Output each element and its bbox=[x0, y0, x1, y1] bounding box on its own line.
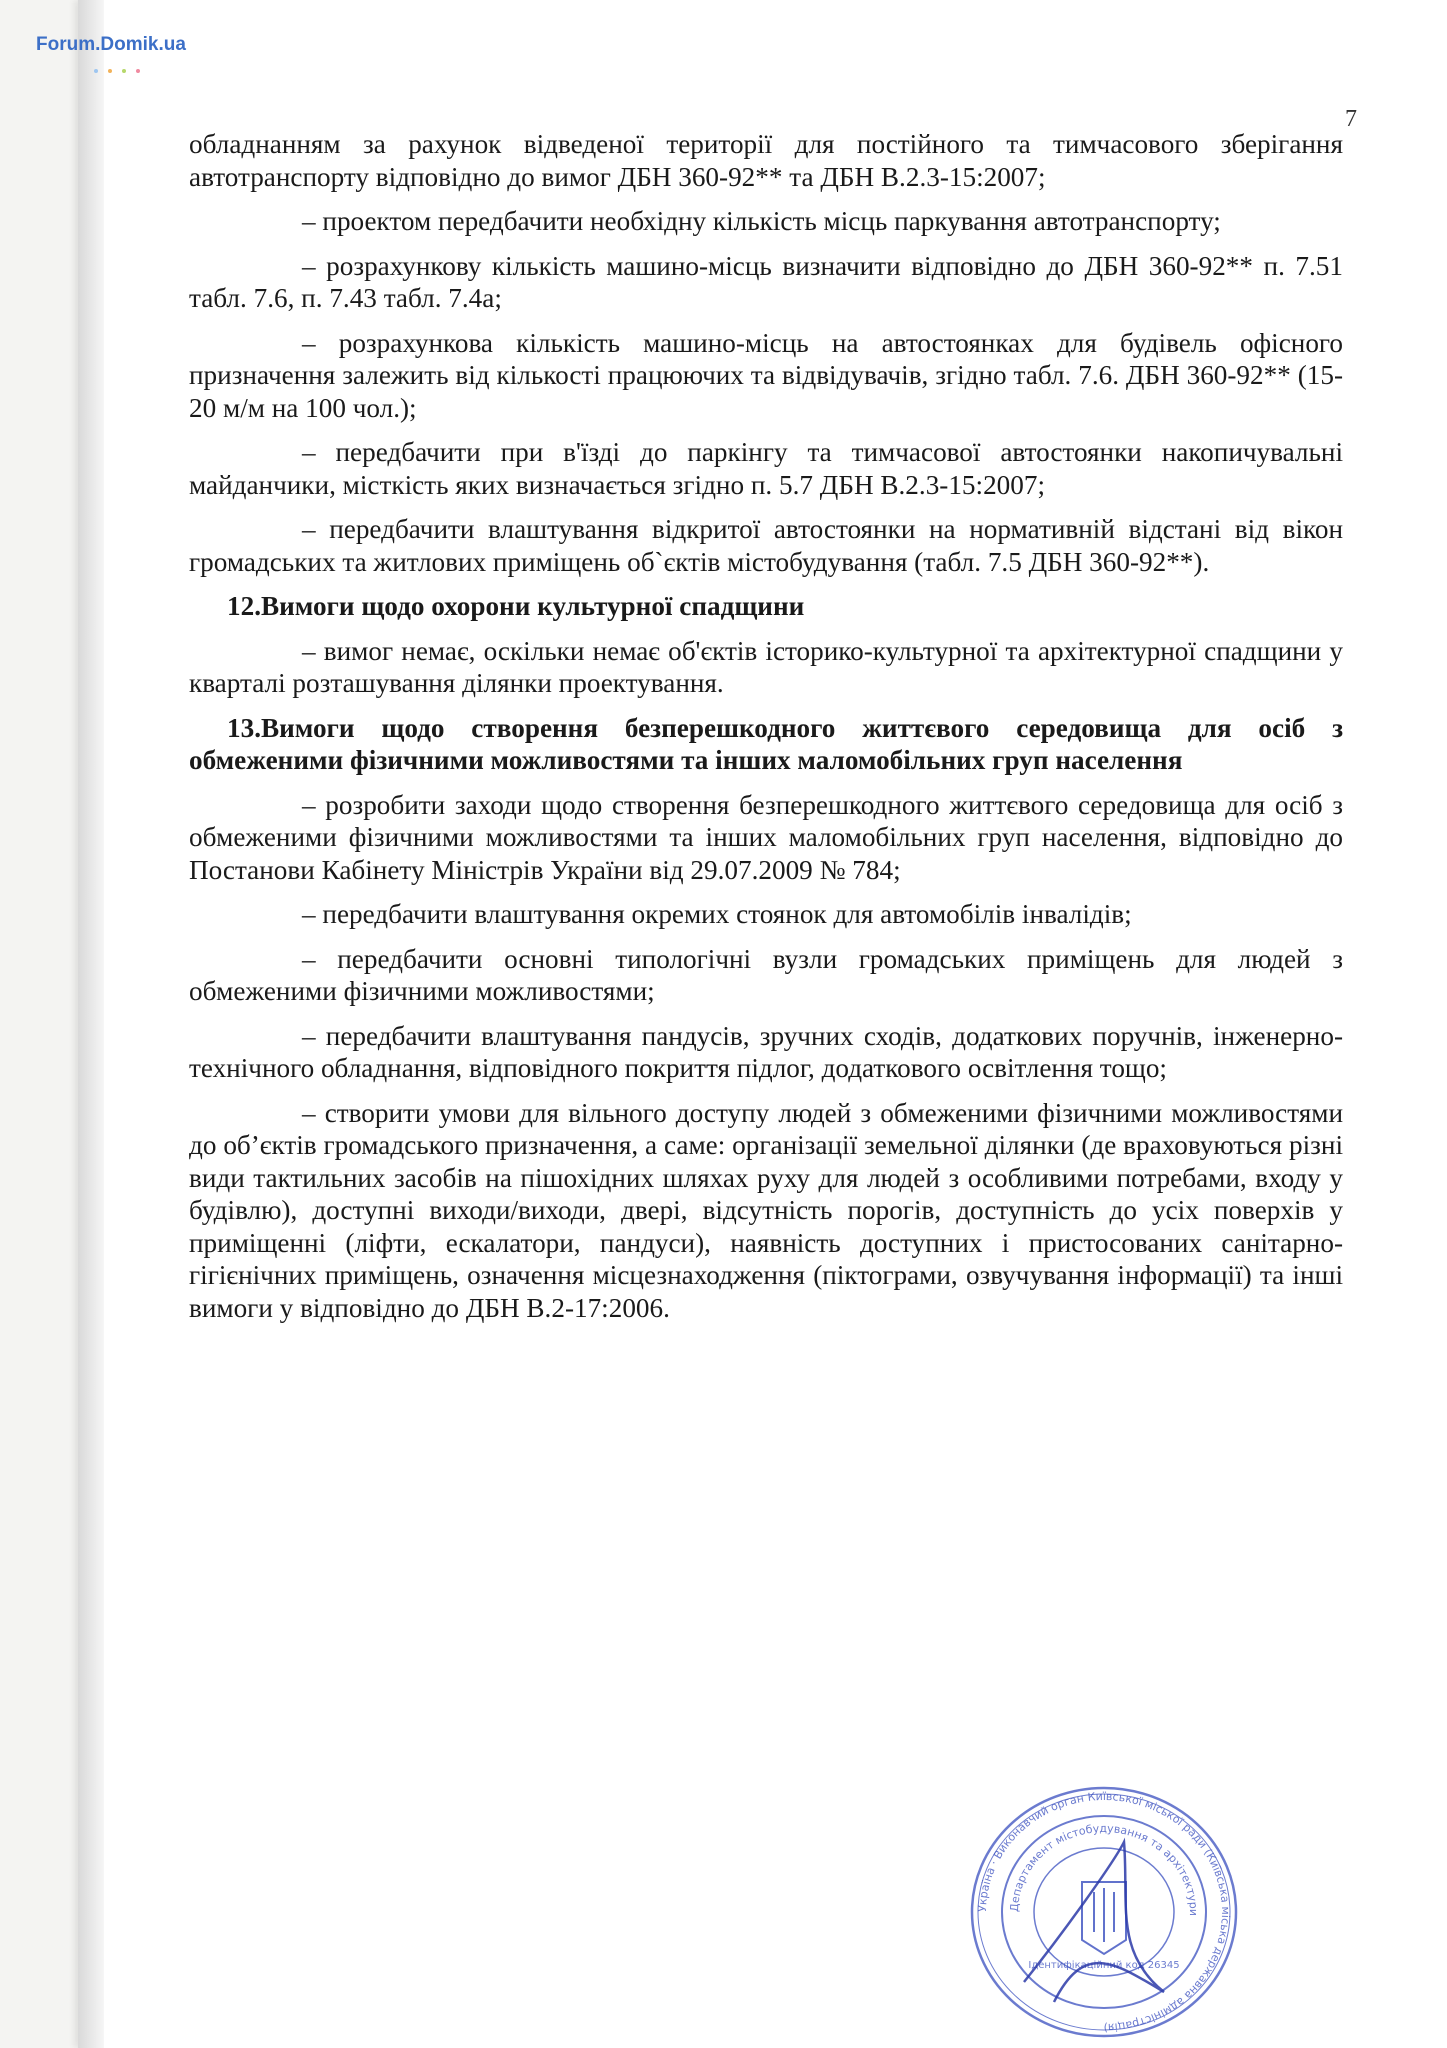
stamp-seal-icon bbox=[964, 1782, 1244, 2042]
list-item: – розрахункова кількість машино-місць на автостоянках для будівель офісного призначення залежить від кількості працюючих та відвідувачів, згідно табл. 7.6. ДБН 360-92** (15-20 м/м на 100 чол.); bbox=[189, 327, 1343, 423]
watermark-dot bbox=[122, 69, 126, 73]
paragraph: обладнанням за рахунок відведеної території для постійного та тимчасового зберігання автотранспорту відповідно до вимог ДБН 360-92** та ДБН В.2.3-15:2007; bbox=[189, 129, 1343, 192]
list-item: – створити умови для вільного доступу людей з обмеженими фізичними можливостями до об’єктів громадського призначення, а саме: організації земельної ділянки (де враховуються різні види тактильних засобів на пішохідних шляхах руху для людей з особливими потребами, входу у будівлю), доступні виходи/виходи, двері, відсутність порогів, доступність до усіх поверхів у приміщенні (ліфти, ескалатори, пандуси), наявність доступних і пристосованих санітарно-гігієнічних приміщень, означення місцезнаходження (піктограми, озвучування інформації) та інші вимоги у відповідно до ДБН В.2-17:2006. bbox=[189, 1097, 1343, 1323]
list-item: – вимог немає, оскільки немає об'єктів історико-культурної та архітектурної спадщини у кварталі розташування ділянки проектування. bbox=[189, 635, 1343, 698]
watermark-dots bbox=[94, 60, 150, 78]
section-heading-13: 13.Вимоги щодо створення безперешкодного життєвого середовища для осіб з обмеженими фізичними можливостями та інших маломобільних груп населення bbox=[189, 712, 1343, 775]
section-heading-12: 12.Вимоги щодо охорони культурної спадщини bbox=[227, 591, 805, 621]
list-item: – передбачити основні типологічні вузли громадських приміщень для людей з обмеженими фізичними можливостями; bbox=[189, 943, 1343, 1006]
document-body bbox=[189, 128, 1343, 1324]
watermark-dot bbox=[108, 69, 112, 73]
stamp-code-text: Ідентифікаційний код 26345 bbox=[1028, 1960, 1180, 1971]
list-item: – передбачити влаштування відкритої автостоянки на нормативній відстані від вікон громадських та житлових приміщень об`єктів містобудування (табл. 7.5 ДБН 360-92**). bbox=[189, 514, 1343, 577]
page-number: 7 bbox=[1345, 106, 1357, 132]
list-item: – розробити заходи щодо створення безперешкодного життєвого середовища для осіб з обмеженими фізичними можливостями та інших маломобільних груп населення, відповідно до Постанови Кабінету Міністрів України від 29.07.2009 № 784; bbox=[189, 789, 1343, 885]
page-edge-shadow bbox=[78, 0, 104, 2048]
list-item: – проектом передбачити необхідну кількість місць паркування автотранспорту; bbox=[302, 206, 1221, 236]
list-item: – передбачити при в'їзді до паркінгу та тимчасової автостоянки накопичувальні майданчики, місткість яких визначається згідно п. 5.7 ДБН В.2.3-15:2007; bbox=[189, 437, 1343, 500]
official-stamp bbox=[964, 1782, 1244, 2042]
list-item: – розрахункову кількість машино-місць визначити відповідно до ДБН 360-92** п. 7.51 табл. 7.6, п. 7.43 табл. 7.4а; bbox=[189, 250, 1343, 313]
list-item: – передбачити влаштування окремих стоянок для автомобілів інвалідів; bbox=[302, 899, 1132, 929]
stamp-inner-text: Департамент містобудування та архітектури bbox=[1007, 1821, 1201, 1917]
watermark-dot bbox=[94, 69, 98, 73]
stamp-outer-text: Україна · Виконавчий орган Київської міської ради (Київська міська державна адміністрація) bbox=[975, 1789, 1233, 2035]
list-item: – передбачити влаштування пандусів, зручних сходів, додаткових поручнів, інженерно-технічного обладнання, відповідного покриття підлог, додаткового освітлення тощо; bbox=[189, 1020, 1343, 1083]
watermark-text: Forum.Domik.ua bbox=[36, 34, 186, 55]
watermark-dot bbox=[136, 69, 140, 73]
